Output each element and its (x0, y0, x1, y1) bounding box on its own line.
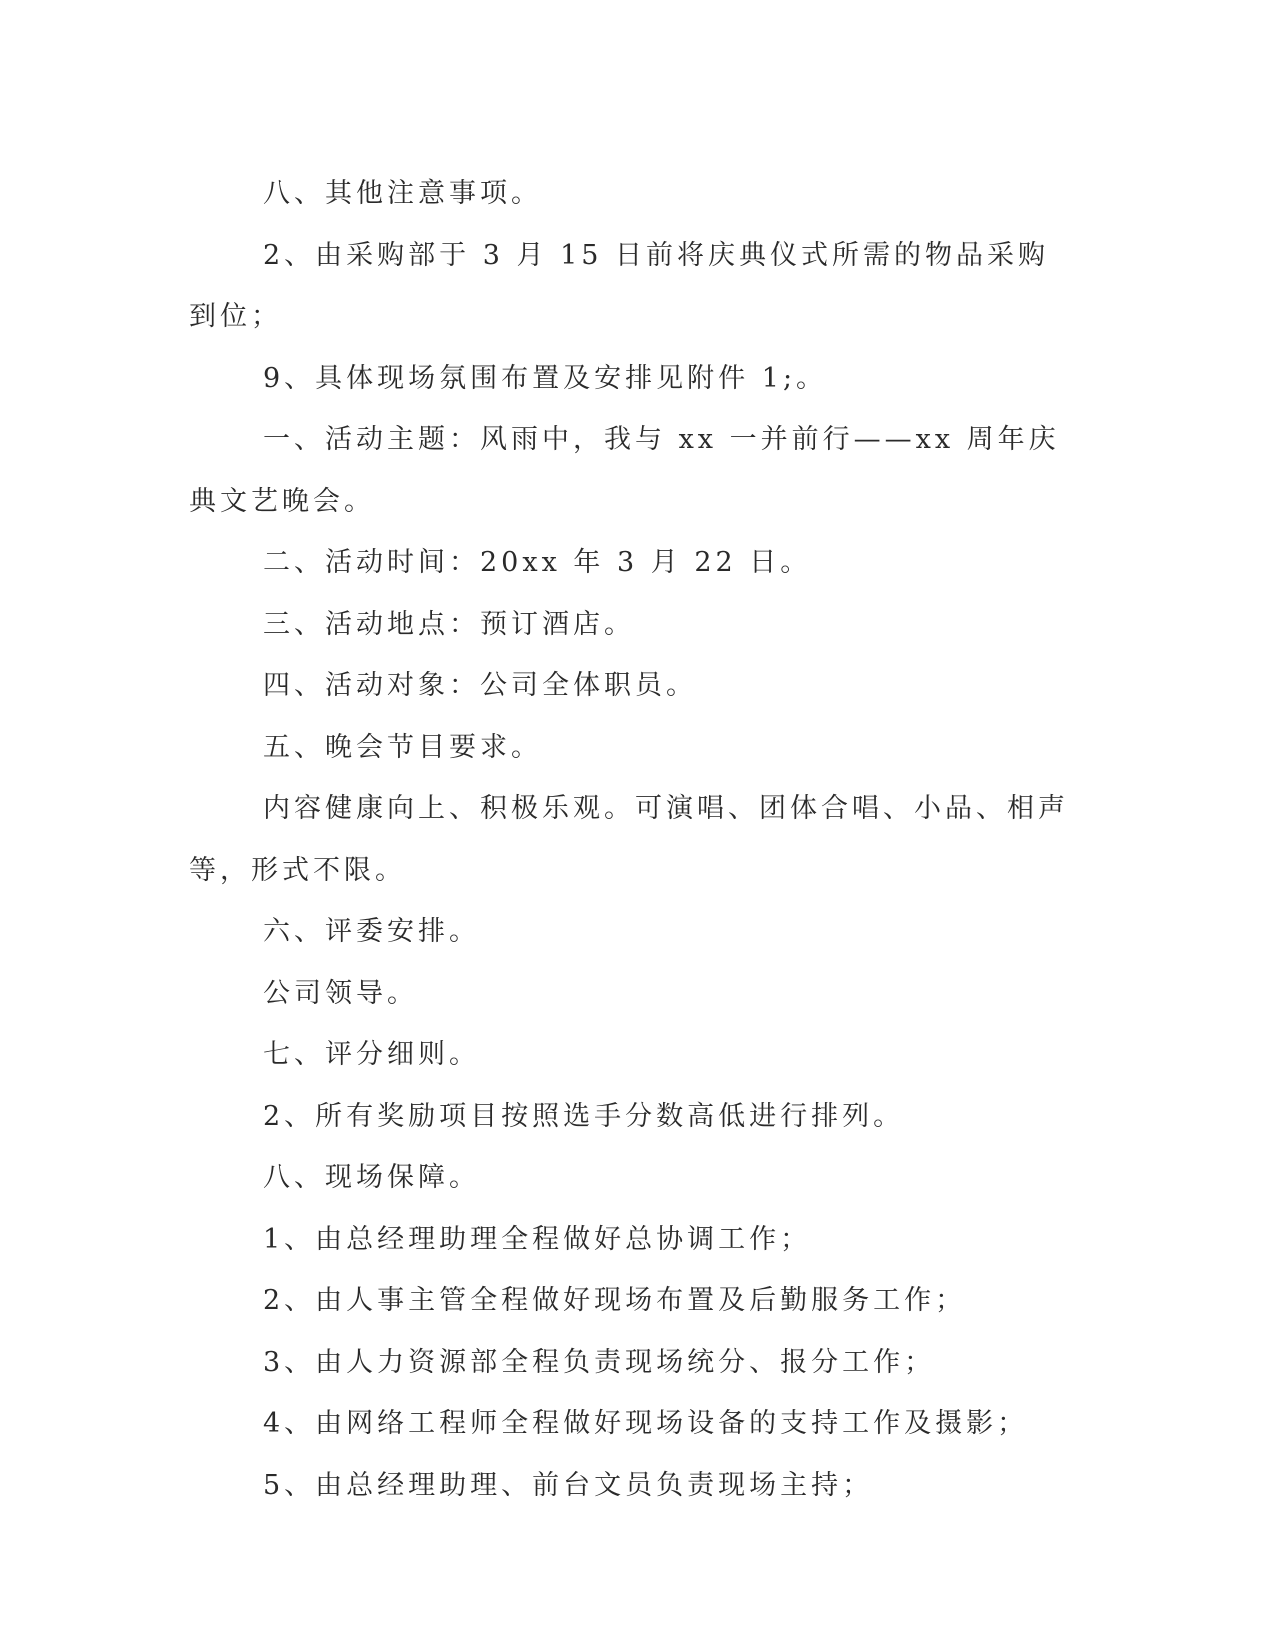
paragraph: 公司领导。 (263, 977, 418, 1009)
paragraph: 9、具体现场氛围布置及安排见附件 1;。 (263, 362, 828, 394)
paragraph: 2、由人事主管全程做好现场布置及后勤服务工作； (263, 1285, 967, 1316)
paragraph: 4、由网络工程师全程做好现场设备的支持工作及摄影； (263, 1408, 1029, 1439)
paragraph: 三、活动地点：预订酒店。 (263, 608, 635, 640)
paragraph: 3、由人力资源部全程负责现场统分、报分工作； (263, 1346, 936, 1378)
paragraph: 七、评分细则。 (263, 1039, 480, 1070)
paragraph: 二、活动时间：20xx 年 3 月 22 日。 (263, 547, 812, 578)
document-body (189, 163, 1071, 1516)
paragraph: 2、由采购部于 3 月 15 日前将庆典仪式所需的物品采购到位； (189, 239, 1050, 332)
paragraph: 内容健康向上、积极乐观。可演唱、团体合唱、小品、相声等，形式不限。 (189, 793, 1069, 886)
paragraph: 五、晚会节目要求。 (263, 731, 542, 763)
paragraph: 一、活动主题：风雨中，我与 xx 一并前行——xx 周年庆典文艺晚会。 (189, 424, 1060, 517)
paragraph: 八、其他注意事项。 (263, 178, 542, 209)
paragraph: 六、评委安排。 (263, 916, 480, 947)
paragraph: 2、所有奖励项目按照选手分数高低进行排列。 (263, 1100, 905, 1132)
paragraph: 八、现场保障。 (263, 1162, 480, 1193)
paragraph: 1、由总经理助理全程做好总协调工作； (263, 1223, 812, 1255)
paragraph: 四、活动对象：公司全体职员。 (263, 670, 697, 701)
paragraph: 5、由总经理助理、前台文员负责现场主持； (263, 1469, 874, 1501)
